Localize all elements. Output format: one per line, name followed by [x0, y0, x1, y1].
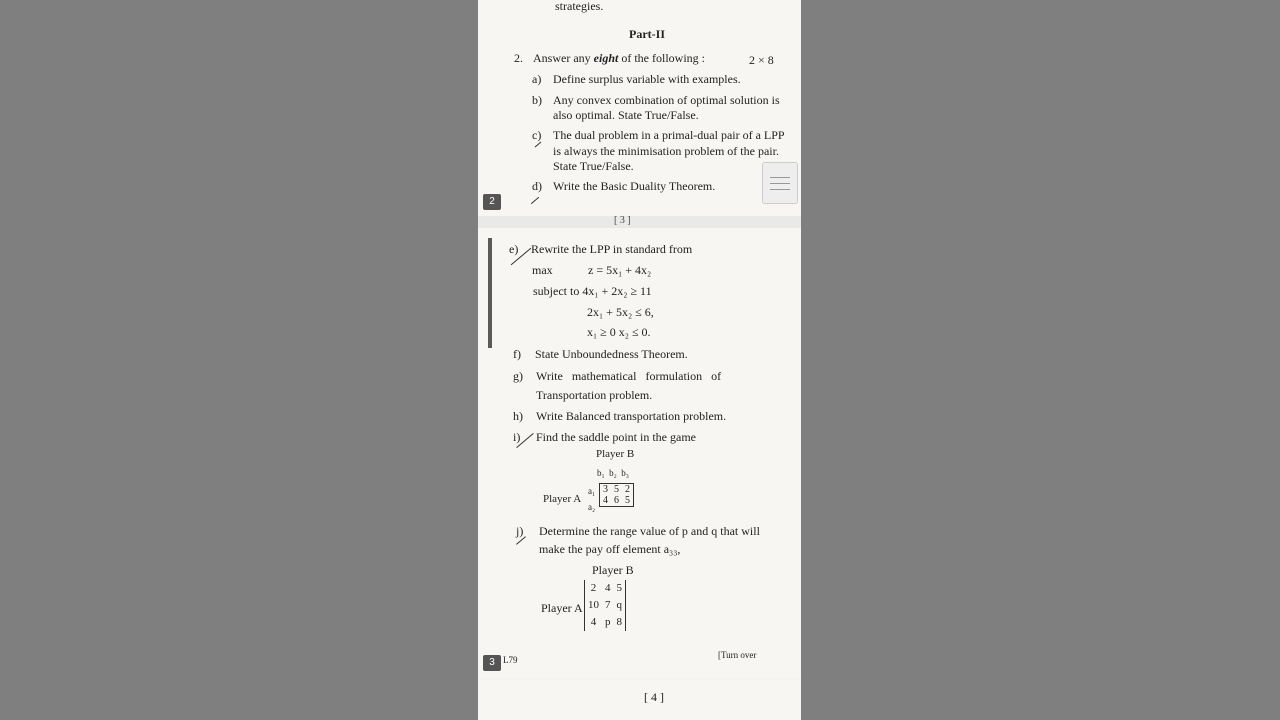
item-text: Write the Basic Duality Theorem. [553, 179, 716, 193]
page-number: [ 4 ] [644, 690, 664, 704]
item-text: make the pay off element a₃₃, [539, 542, 681, 556]
item-label: i) [513, 430, 521, 444]
player-b-label: Player B [596, 448, 635, 460]
document-page-3 [478, 228, 801, 678]
item-text: Determine the range value of p and q that will [539, 524, 760, 538]
item-text: also optimal. State True/False. [553, 108, 699, 122]
item-text: Transportation problem. [536, 388, 653, 402]
document-page-4 [478, 680, 801, 720]
menu-icon-line [770, 183, 790, 184]
page-badge: 3 [483, 655, 501, 671]
page-number-fragment: [ 3 ] [614, 215, 631, 226]
matrix-cell: 6 [614, 495, 619, 506]
lpp-constraint: subject to 4x₁ + 2x₂ ≥ 11 [533, 284, 652, 298]
question-text-start: Answer any [533, 51, 594, 65]
column-headers [597, 466, 629, 480]
item-label: a) [532, 72, 542, 86]
page-gap [478, 216, 801, 228]
item-text: is always the minimisation problem of the pair. [553, 144, 779, 158]
matrix-cell: 5 [616, 582, 622, 594]
question-text-end: of the following : [618, 51, 705, 65]
item-label: j) [516, 524, 524, 538]
matrix-cell: 4 [603, 495, 608, 506]
matrix-cell: 8 [616, 616, 622, 628]
matrix-cell: 4 [605, 582, 611, 594]
item-label: h) [513, 409, 523, 423]
menu-icon [770, 177, 790, 178]
matrix-cell: q [616, 599, 622, 611]
checkmark-icon [531, 197, 539, 204]
matrix-cell: 5 [614, 484, 619, 495]
item-text: Write Balanced transportation problem. [536, 409, 727, 423]
payoff-matrix [584, 580, 626, 631]
item-label: c) [532, 128, 542, 142]
payoff-matrix [599, 483, 634, 507]
document-page-2 [478, 0, 801, 216]
item-text: State Unboundedness Theorem. [535, 347, 688, 361]
matrix-cell: 2 [590, 582, 597, 594]
item-label: f) [513, 347, 521, 361]
marks: 2 × 8 [749, 53, 774, 67]
player-a-label: Player A [541, 601, 583, 615]
lpp-constraint: 2x₁ + 5x₂ ≤ 6, [587, 305, 654, 319]
page-badge: 2 [483, 194, 501, 210]
column-header: b₁ [597, 468, 605, 478]
question-number: 2. [514, 51, 523, 65]
menu-icon-line [770, 189, 790, 190]
question-text [533, 51, 705, 65]
paper-code: L79 [503, 655, 518, 665]
question-text-emphasis: eight [593, 51, 619, 65]
lpp-constraint: x₁ ≥ 0 x₂ ≤ 0. [587, 325, 651, 339]
row-header: a₂ [588, 502, 596, 512]
item-label: b) [532, 93, 542, 107]
matrix-cell: p [605, 616, 611, 628]
item-text: Rewrite the LPP in standard from [531, 242, 693, 256]
column-header: b₂ [609, 468, 617, 478]
item-text: The dual problem in a primal-dual pair of a LPP [553, 128, 785, 142]
lpp-max: max [532, 263, 553, 277]
lpp-objective: z = 5x₁ + 4x₂ [588, 263, 652, 277]
document-viewer[interactable] [478, 0, 801, 720]
item-text: State True/False. [553, 159, 634, 173]
row-header: a₁ [588, 486, 596, 496]
turn-over-note: [Turn over [718, 650, 757, 660]
matrix-cell: 5 [625, 495, 630, 506]
matrix-cell: 7 [605, 599, 611, 611]
player-a-label: Player A [543, 493, 582, 505]
menu-button[interactable] [762, 162, 798, 204]
matrix-cell: 10 [588, 599, 599, 611]
item-label: g) [513, 369, 523, 383]
matrix-cell: 4 [590, 616, 597, 628]
item-label: d) [532, 179, 542, 193]
player-b-label: Player B [592, 563, 634, 577]
scan-shadow [488, 238, 492, 348]
column-header: b₃ [621, 468, 629, 478]
item-text: Define surplus variable with examples. [553, 72, 741, 86]
item-text: Any convex combination of optimal solution is [553, 93, 780, 107]
item-label: e) [509, 242, 519, 256]
item-text: Write mathematical formulation of [536, 369, 722, 383]
previous-line: strategies. [555, 0, 604, 13]
checkmark-icon [535, 142, 542, 148]
matrix-cell: 2 [625, 484, 630, 495]
item-text: Find the saddle point in the game [536, 430, 696, 444]
part-title: Part-II [629, 27, 665, 41]
matrix-cell: 3 [603, 484, 608, 495]
